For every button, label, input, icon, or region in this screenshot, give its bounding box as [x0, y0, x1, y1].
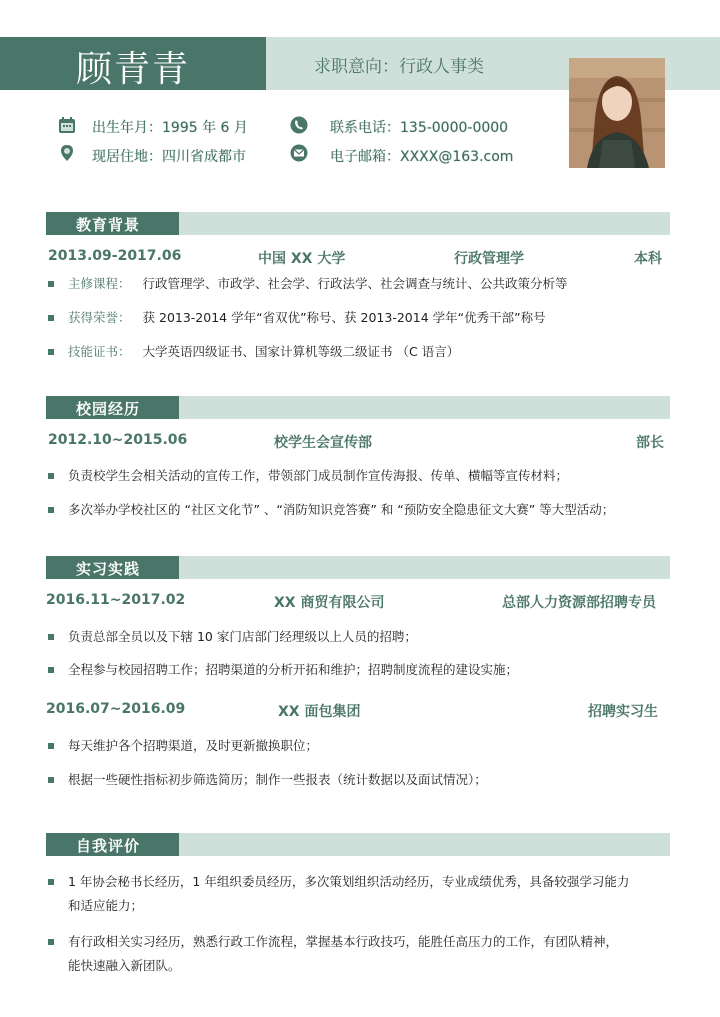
- self-eval-section-header: [46, 833, 670, 856]
- campus-org: 校学生会宣传部: [274, 435, 372, 451]
- item-text: 每天维护各个招聘渠道，及时更新撤换职位；: [68, 738, 319, 753]
- address-value: 四川省成都市: [162, 149, 246, 165]
- phone-icon: [290, 116, 308, 134]
- profile-photo: [569, 58, 665, 168]
- internship-title: 实习实践: [76, 560, 141, 578]
- phone-value: 135-0000-0000: [400, 120, 509, 136]
- name-banner: [0, 37, 266, 90]
- list-item: [48, 627, 417, 645]
- candidate-name: 顾青青: [75, 49, 190, 90]
- item-text: 获 2013-2014 学年“省双优”称号、获 2013-2014 学年“优秀干部”称号: [142, 310, 546, 325]
- list-item: [48, 466, 568, 484]
- job-period: 2016.11~2017.02: [46, 592, 186, 608]
- list-item: [48, 308, 546, 326]
- calendar-icon: [58, 116, 76, 134]
- email-icon: [290, 144, 308, 162]
- birth-label: 出生年月：: [92, 120, 162, 136]
- list-item: [48, 500, 614, 518]
- job-role: 总部人力资源部招聘专员: [502, 595, 656, 611]
- list-item-continued: 能快速融入新团队。: [68, 958, 181, 973]
- birth-row: [92, 117, 248, 137]
- item-text: 有行政相关实习经历，熟悉行政工作流程，掌握基本行政技巧，能胜任高压力的工作，有团队精神，: [68, 934, 619, 949]
- campus-section-header: [46, 396, 670, 419]
- campus-period: 2012.10~2015.06: [48, 432, 188, 448]
- phone-label: 联系电话：: [330, 120, 400, 136]
- list-item: [48, 736, 318, 754]
- list-item: [48, 872, 629, 890]
- list-item: [48, 932, 618, 950]
- item-text: 1 年协会秘书长经历，1 年组织委员经历，多次策划组织活动经历，专业成绩优秀，具备较强学习能力: [68, 874, 630, 889]
- education-period: 2013.09-2017.06: [48, 248, 182, 264]
- item-text: 大学英语四级证书、国家计算机等级二级证书 （C 语言）: [142, 344, 460, 359]
- education-title: 教育背景: [76, 216, 141, 234]
- job-company: XX 商贸有限公司: [274, 595, 385, 611]
- job-role: 招聘实习生: [588, 704, 658, 720]
- address-label: 现居住地：: [92, 149, 162, 165]
- item-text: 多次举办学校社区的 “社区文化节” 、“消防知识竞答赛” 和 “预防安全隐患征文大赛” 等大型活动；: [68, 502, 615, 517]
- item-text: 负责校学生会相关活动的宣传工作，带领部门成员制作宣传海报、传单、横幅等宣传材料；: [68, 468, 569, 483]
- internship-section-header: [46, 556, 670, 579]
- job-period: 2016.07~2016.09: [46, 701, 186, 717]
- email-row: [330, 146, 513, 166]
- education-major: 行政管理学: [454, 251, 524, 267]
- campus-title: 校园经历: [76, 400, 141, 418]
- education-degree: 本科: [634, 251, 662, 267]
- item-label: 技能证书：: [68, 344, 131, 359]
- job-company: XX 面包集团: [278, 704, 361, 720]
- location-pin-icon: [58, 144, 76, 162]
- education-school: 中国 XX 大学: [258, 251, 346, 267]
- birth-value: 1995 年 6 月: [162, 120, 248, 136]
- item-label: 主修课程：: [68, 276, 131, 291]
- phone-row: [330, 117, 508, 137]
- item-text: 全程参与校园招聘工作；招聘渠道的分析开拓和维护；招聘制度流程的建设实施；: [68, 662, 519, 677]
- item-text: 根据一些硬性指标初步筛选简历；制作一些报表（统计数据以及面试情况）；: [68, 772, 487, 787]
- item-text: 行政管理学、市政学、社会学、行政法学、社会调查与统计、公共政策分析等: [142, 276, 568, 291]
- item-text: 负责总部全员以及下辖 10 家门店部门经理级以上人员的招聘；: [68, 629, 417, 644]
- job-intent: 求职意向：行政人事类: [314, 57, 484, 77]
- item-label: 获得荣誉：: [68, 310, 131, 325]
- campus-role: 部长: [636, 435, 664, 451]
- education-section-header: [46, 212, 670, 235]
- address-row: [92, 146, 246, 166]
- email-label: 电子邮箱：: [330, 149, 400, 165]
- list-item: [48, 274, 568, 292]
- list-item-continued: 和适应能力；: [68, 898, 144, 913]
- list-item: [48, 660, 518, 678]
- list-item: [48, 342, 459, 360]
- list-item: [48, 770, 487, 788]
- self-eval-title: 自我评价: [76, 837, 141, 855]
- email-value: XXXX@163.com: [400, 149, 514, 165]
